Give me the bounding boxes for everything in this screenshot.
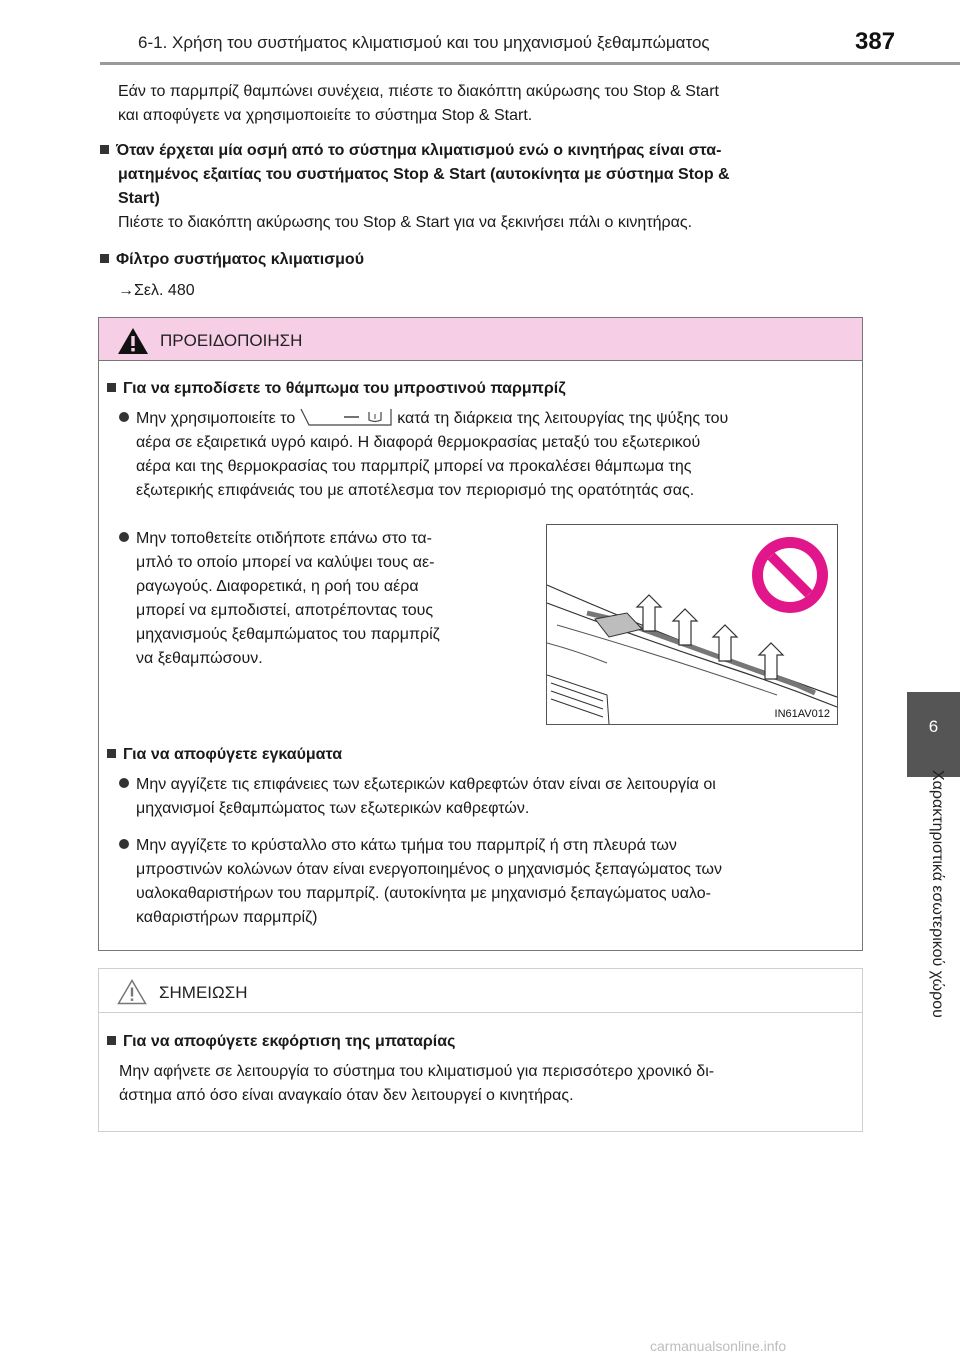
intro-paragraph	[118, 80, 858, 128]
bullet-text: Μην αγγίζετε το κρύσταλλο στο κάτω τμήμα του παρμπρίζ ή στη πλευρά των	[136, 837, 677, 854]
chapter-tab[interactable]: 6	[907, 692, 960, 777]
round-bullet-icon	[119, 839, 129, 849]
heading-text: Για να αποφύγετε εκφόρτιση της μπαταρίας	[123, 1033, 456, 1050]
bullet-text: υαλοκαθαριστήρων του παρμπρίζ. (αυτοκίνητα με μηχανισμό ξεπαγώματος υαλο-	[136, 885, 711, 902]
bullet-text: Μην αγγίζετε τις επιφάνειες των εξωτερικών καθρεφτών όταν είναι σε λειτουργία οι	[136, 776, 716, 793]
bullet-text: να ξεθαμπώσουν.	[136, 650, 263, 667]
section-title: 6-1. Χρήση του συστήματος κλιματισμού και του μηχανισμού ξεθαμπώματος	[138, 33, 710, 52]
heading-text: Για να εμποδίσετε το θάμπωμα του μπροστινού παρμπρίζ	[123, 380, 566, 397]
bullet-text: μπλό το οποίο μπορεί να καλύψει τους αε-	[136, 554, 435, 571]
smell-heading	[100, 139, 860, 211]
bullet-text: Μην τοποθετείτε οτιδήποτε επάνω στο τα-	[136, 530, 432, 547]
header-rule	[100, 62, 960, 65]
intro-line: Εάν το παρμπρίζ θαμπώνει συνέχεια, πιέστε το διακόπτη ακύρωσης του Stop & Start	[118, 83, 719, 100]
heading-line: Start)	[118, 190, 160, 207]
note-line: Μην αφήνετε σε λειτουργία το σύστημα του κλιματισμού για περισσότερο χρονικό δι-	[119, 1063, 715, 1080]
bullet-text: εξωτερικής επιφάνειάς του με αποτέλεσμα τον περιορισμό της ορατότητάς σας.	[136, 482, 695, 499]
square-bullet-icon	[107, 1036, 116, 1045]
illustration-code: IN61AV012	[774, 708, 830, 720]
square-bullet-icon	[107, 749, 116, 758]
page-number: 387	[855, 28, 896, 55]
warning-label: ΠΡΟΕΙΔΟΠΟΙΗΣΗ	[160, 331, 303, 350]
round-bullet-icon	[119, 412, 129, 422]
warning-bullet-wiper-deicer	[119, 834, 857, 930]
caution-triangle-outline-icon	[117, 979, 147, 1005]
note-line: άστημα από όσο είναι αναγκαίο όταν δεν λειτουργεί ο κινητήρας.	[119, 1087, 574, 1104]
warning-bullet-mirrors	[119, 773, 857, 821]
dashboard-vent-illustration	[546, 524, 838, 725]
blocked-vent-drawing	[547, 525, 837, 724]
warning-triangle-icon	[117, 327, 149, 355]
bullet-text: αέρα σε εξαιρετικά υγρό καιρό. Η διαφορά θερμοκρασίας μεταξύ του εξωτερικού	[136, 434, 701, 451]
warning-heading-burns	[107, 743, 857, 767]
watermark: carmanualsonline.info	[650, 1338, 787, 1354]
filter-heading	[100, 248, 860, 272]
bullet-text: ραγωγούς. Διαφορετικά, η ροή του αέρα	[136, 578, 419, 595]
note-box	[98, 968, 863, 1132]
intro-line: και αποφύγετε να χρησιμοποιείτε το σύστημα Stop & Start.	[118, 107, 533, 124]
filter-page-ref[interactable]: →Σελ. 480	[118, 282, 195, 299]
smell-body: Πιέστε το διακόπτη ακύρωσης του Stop & Start για να ξεκινήσει πάλι ο κινητήρας.	[118, 214, 693, 231]
square-bullet-icon	[100, 254, 109, 263]
bullet-text: Μην χρησιμοποιείτε το	[136, 410, 296, 427]
warning-header	[99, 318, 862, 361]
heading-text: Φίλτρο συστήματος κλιματισμού	[116, 251, 365, 268]
heading-line: Όταν έρχεται μία οσμή από το σύστημα κλιματισμού ενώ ο κινητήρας είναι στα-	[116, 142, 722, 159]
outside-air-button-icon	[299, 407, 393, 427]
square-bullet-icon	[107, 383, 116, 392]
chapter-title-vertical: Χαρακτηριστικά εσωτερικού χώρου	[929, 770, 946, 1018]
heading-text: Για να αποφύγετε εγκαύματα	[123, 746, 343, 763]
warning-bullet-vents	[119, 527, 527, 671]
note-body	[119, 1060, 857, 1108]
bullet-text: αέρα και της θερμοκρασίας του παρμπρίζ μπορεί να προκαλέσει θάμπωμα της	[136, 458, 692, 475]
page-header	[0, 0, 960, 56]
note-label: ΣΗΜΕΙΩΣΗ	[159, 983, 248, 1002]
bullet-text: μηχανισμοί ξεθαμπώματος των εξωτερικών καθρεφτών.	[136, 800, 530, 817]
warning-heading-fog	[107, 377, 857, 401]
round-bullet-icon	[119, 778, 129, 788]
bullet-text: μπορεί να εμποδιστεί, αποτρέποντας τους	[136, 602, 434, 619]
bullet-text: μπροστινών κολώνων όταν είναι ενεργοποιημένος ο μηχανισμός ξεπαγώματος των	[136, 861, 722, 878]
round-bullet-icon	[119, 532, 129, 542]
bullet-text: καθαριστήρων παρμπρίζ)	[136, 909, 318, 926]
warning-bullet-defog	[119, 407, 857, 503]
heading-line: ματημένος εξαιτίας του συστήματος Stop & Start (αυτοκίνητα με σύστημα Stop &	[118, 166, 730, 183]
note-heading	[107, 1030, 857, 1054]
bullet-text: κατά τη διάρκεια της λειτουργίας της ψύξης του	[397, 410, 729, 427]
square-bullet-icon	[100, 145, 109, 154]
bullet-text: μηχανισμούς ξεθαμπώματος του παρμπρίζ	[136, 626, 440, 643]
note-header	[99, 969, 862, 1013]
